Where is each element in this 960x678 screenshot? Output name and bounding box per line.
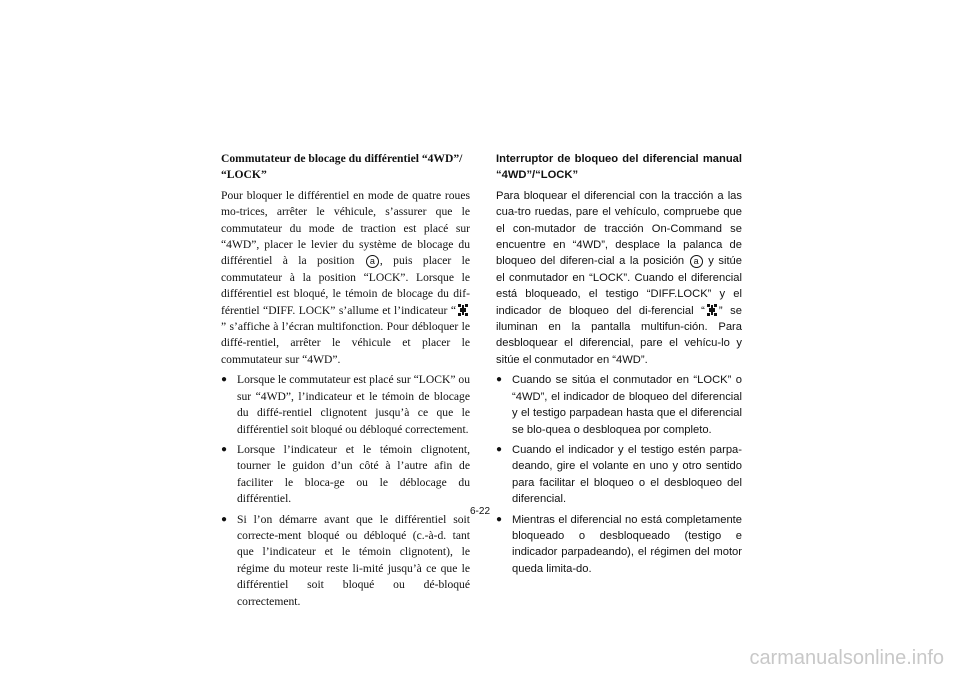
list-item-text: Cuando el indicador y el testigo estén parpa-deando, gire el volante en uno y otro sentido para facilitar el bloqueo o el desbloqueo del diferencial. [512, 443, 742, 506]
list-item-text: Lorsque l’indicateur et le témoin clignotent, tourner le guidon d’un côté à l’autre afin de faciliter le bloca-ge ou le déblocage du différentiel. [237, 442, 470, 506]
list-item [496, 372, 742, 438]
bullet-icon: ● [496, 374, 503, 386]
diff-lock-icon [458, 304, 468, 316]
spanish-paragraph [496, 188, 742, 368]
watermark: carmanualsonline.info [749, 647, 944, 669]
bullet-icon: ● [221, 374, 228, 386]
spanish-text-3: ” se iluminan en la pantalla multifun-ción. Para desbloquear el diferencial, pare el vehícu-lo y sitúe el conmutador en “4WD”. [496, 304, 743, 366]
spanish-heading: Interruptor de bloqueo del diferencial manual “4WD”/“LOCK” [496, 153, 742, 182]
bullet-icon: ● [496, 513, 503, 525]
bullet-icon: ● [496, 443, 503, 455]
french-text-1: Pour bloquer le différentiel en mode de quatre roues mo-trices, arrêter le véhicule, s’assurer que le commutateur du mode de traction est placé sur “4WD”, placer le levier du système de blocage du différentiel à la position [221, 188, 470, 268]
french-column [221, 151, 470, 614]
spanish-text-1: Para bloquear el diferencial con la tracción a las cua-tro ruedas, pare el vehículo, compruebe que el con-mutador de tracción On-Command se encuentre en “4WD”, desplace la palanca de bloqueo del diferen-cial a la posición [496, 189, 742, 268]
bullet-icon: ● [221, 513, 228, 525]
french-bullet-list [221, 372, 470, 610]
list-item [221, 442, 470, 508]
diff-lock-icon [707, 304, 717, 316]
french-text-2: , puis placer le commutateur à la position “LOCK”. Lorsque le différentiel est bloqué, le témoin de blocage du dif-férentiel “DIFF. LOCK” s’allume et l’indicateur “ [221, 254, 471, 317]
french-paragraph [221, 188, 470, 368]
circled-a-icon: a [690, 255, 703, 268]
bullet-icon: ● [221, 443, 228, 455]
list-item [496, 442, 742, 508]
list-item-text: Lorsque le commutateur est placé sur “LOCK” ou sur “4WD”, l’indicateur et le témoin de blocage du diffé-rentiel clignotent jusqu’à ce que le différentiel soit bloqué ou débloqué correctement. [237, 373, 470, 436]
french-heading: Commutateur de blocage du différentiel “4WD”/ “LOCK” [221, 152, 463, 182]
spanish-column [496, 151, 742, 581]
spanish-text-2: y sitúe el conmutador en “LOCK”. Cuando el diferencial está bloqueado, el testigo “DIFF.LOCK” y el indicador de bloqueo del di-ferencial “ [496, 255, 742, 317]
list-item-text: Mientras el diferencial no está completamente bloqueado o desbloqueado (testigo e indicador parpadeando), el régimen del motor queda limita-do. [512, 513, 742, 575]
list-item [221, 512, 470, 610]
list-item [221, 372, 470, 438]
page-number: 6-22 [470, 506, 491, 517]
list-item-text: Si l’on démarre avant que le différentiel soit correcte-ment bloqué ou débloqué (c.-à-d. tant que l’indicateur et le témoin clignotent), le régime du moteur reste li-mité jusqu’à ce que le différentiel soit bloqué ou dé-bloqué correctement. [237, 512, 470, 608]
list-item [496, 512, 742, 578]
list-item-text: Cuando se sitúa el conmutador en “LOCK” o “4WD”, el indicador de bloqueo del diferencial y el testigo parpadean hasta que el diferencial se blo-quea o desbloquea por completo. [512, 374, 742, 436]
french-text-3: ” s’affiche à l’écran multifonction. Pour débloquer le diffé-rentiel, arrêter le véhicule et placer le commutateur sur “4WD”. [221, 320, 470, 366]
circled-a-icon: a [366, 255, 379, 268]
spanish-bullet-list [496, 372, 742, 577]
